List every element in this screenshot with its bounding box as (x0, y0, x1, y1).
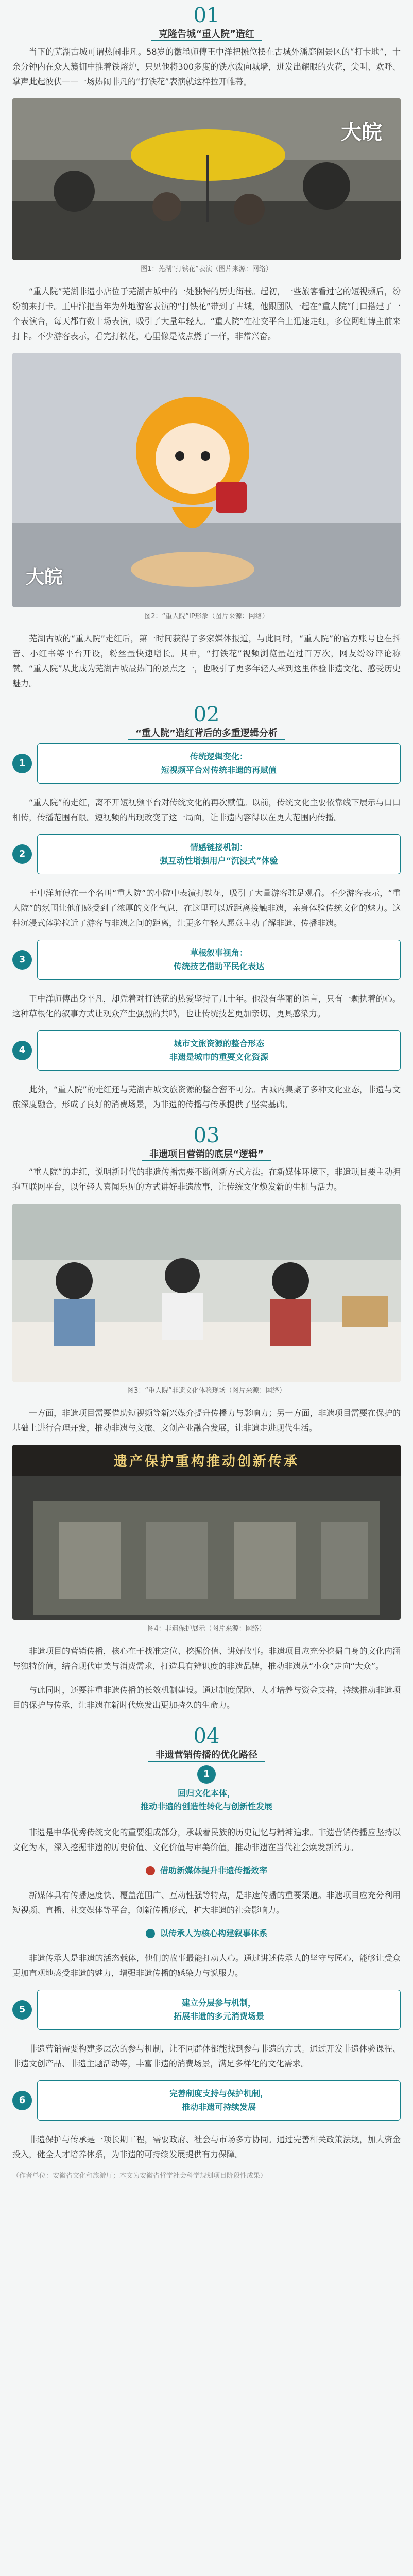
paragraph: 非遗传承人是非遗的活态载体，他们的故事最能打动人心。通过讲述传承人的坚守与匠心，能够让受众更加直观地感受非遗的魅力，增强非遗传播的感染力与说服力。 (12, 1953, 401, 1978)
callout-line: 短视频平台对传统非遗的再赋值 (161, 765, 277, 775)
callout-line: 拓展非遗的多元消费场景 (173, 2011, 264, 2021)
paragraph: 非遗是中华优秀传统文化的重要组成部分，承载着民族的历史记忆与精神追求。非遗营销传播应坚持以文化为本，深入挖掘非遗的历史价值、文化价值与审美价值，推动非遗在当代社会焕发新活力。 (12, 1827, 401, 1852)
photo-umbrella-crowd (12, 98, 401, 260)
callout-line: 借助新媒体提升非遗传播效率 (160, 1866, 267, 1875)
number-icon: 4 (12, 1041, 32, 1060)
paragraph: 一方面，非遗项目需要借助短视频等新兴媒介提升传播力与影响力；另一方面，非遗项目需要在保护的基础上进行合理开发，推动非遗与文旅、文创产业融合发展，让非遗走进现代生活。 (12, 1408, 401, 1433)
photo-mascot (12, 353, 401, 607)
photo-caption: 图2：“重人院”IP形象（图片来源：网络） (144, 613, 269, 620)
section-heading (12, 1722, 401, 1765)
callout-line: 回归文化本体， (177, 1788, 235, 1798)
section-number: 01 (193, 4, 220, 27)
section-title: 克隆告城“重人院”造红 (151, 27, 262, 41)
pin-icon (146, 1929, 155, 1938)
photo-exhibit (12, 1445, 401, 1620)
callout (12, 1864, 401, 1877)
number-icon: 6 (12, 2091, 32, 2110)
banner-text: 遗产保护重构推动创新传承 (113, 1454, 299, 1469)
number-icon: 3 (12, 950, 32, 970)
callout (12, 940, 401, 980)
photo-caption: 图4：非遗保护展示（图片来源：网络） (147, 1625, 266, 1633)
paragraph: 与此同时，还要注重非遗传播的长效机制建设。通过制度保障、人才培养与资金支持，持续推动非遗项目的保护与传承，让非遗在新时代焕发出更加持久的生命力。 (12, 1685, 401, 1710)
paragraph: 王中洋师傅在一个名叫“重人院”的小院中表演打铁花，吸引了大量游客驻足观看。不少游客表示，“重人院”的氛围让他们感受到了浓厚的文化气息，在这里可以近距离接触非遗，亲身体验传统文化的魅力。这种沉浸式体验拉近了游客与非遗之间的距离，让更多年轻人愿意主动了解非遗、传播非遗。 (12, 888, 401, 928)
callout-line: 强互动性增强用户“沉浸式”体验 (160, 856, 278, 866)
number-icon: 5 (12, 2000, 32, 2020)
paragraph: 非遗营销需要构建多层次的参与机制，让不同群体都能找到参与非遗的方式。通过开发非遗体验课程、非遗文创产品、非遗主题活动等，丰富非遗的消费场景，满足多样化的文化需求。 (12, 2044, 401, 2069)
callout (12, 743, 401, 784)
paragraph: 新媒体具有传播速度快、覆盖范围广、互动性强等特点，是非遗传播的重要渠道。非遗项目应充分利用短视频、直播、社交媒体等平台，创新传播形式，扩大非遗的社会影响力。 (12, 1890, 401, 1915)
number-icon: 1 (12, 754, 32, 773)
callout (12, 1990, 401, 2030)
callout-line: 城市文旅资源的整合形态 (173, 1039, 264, 1048)
section-number: 04 (193, 1724, 220, 1748)
photo-image (12, 353, 401, 607)
paragraph: 芜湖古城的“重人院”走红后，第一时间获得了多家媒体报道，与此同时，“重人院”的官方账号也在抖音、小红书等平台开设，粉丝量快速增长。其中，“打铁花”视频浏览量超过百万次，网友纷纷评论称赞。“重人院”从此成为芜湖古城最热门的景点之一，也吸引了更多年轻人来到这里体验非遗文化、感受历史魅力。 (12, 634, 401, 688)
callout (12, 1765, 401, 1814)
callout-line: 推动非遗的创造性转化与创新性发展 (140, 1802, 272, 1811)
callout-line: 传统技艺借助平民化表达 (173, 961, 264, 971)
callout-box (37, 1990, 401, 2030)
callout-line: 情感链接机制： (190, 842, 248, 852)
callout-line: 推动非遗可持续发展 (181, 2102, 256, 2112)
photo-caption: 图3：“重人院”非遗文化体验现场（图片来源：网络） (127, 1387, 286, 1395)
section-heading (12, 700, 401, 743)
callout-box (37, 2080, 401, 2121)
photo-workshop (12, 1204, 401, 1382)
callout (12, 1927, 401, 1940)
callout-box (37, 743, 401, 784)
section-title: 非遗营销传播的优化路径 (148, 1748, 265, 1762)
paragraph: 此外，“重人院”的走红还与芜湖古城文旅资源的整合密不可分。古城内集聚了多种文化业态，非遗与文旅深度融合，形成了良好的消费场景，为非遗的传播与传承提供了坚实基础。 (12, 1084, 401, 1109)
section-number: 03 (193, 1124, 220, 1147)
number-icon: 1 (197, 1765, 216, 1784)
callout-line: 非遗是城市的重要文化资源 (169, 1052, 268, 1062)
callout-line: 草根叙事视角： (190, 948, 248, 958)
section-number: 02 (193, 703, 220, 726)
brand-logo: 大皖 (341, 120, 382, 144)
photo-image (12, 1204, 401, 1382)
callout-box (37, 834, 401, 874)
photo-caption: 图1：芜湖“打铁花”表演（图片来源：网络） (141, 265, 272, 273)
callout-box (37, 1030, 401, 1071)
paragraph: 当下的芜湖古城可谓热闹非凡。58岁的徽墨师傅王中洋把摊位摆在古城外潘庭阁景区的“打卡地”，十余分钟内在众人簇拥中推着铁熔炉，只见他将300多度的铁水泼向城墙，迸发出耀眼的火花，尖叫、欢呼、掌声此起彼伏——一场热闹非凡的“打铁花”表演就这样拉开帷幕。 (12, 47, 401, 87)
paragraph: 王中洋师傅出身平凡，却凭着对打铁花的热爱坚持了几十年。他没有华丽的语言，只有一颗执着的心。这种草根化的叙事方式让观众产生强烈的共鸣，也让传统技艺更加亲切、更具感染力。 (12, 994, 401, 1019)
pin-icon (146, 1866, 155, 1875)
callout-line: 建立分层参与机制， (181, 1998, 256, 2008)
callout (12, 834, 401, 874)
article (12, 0, 401, 2181)
paragraph: “重人院”的走红，说明新时代的非遗传播需要不断创新方式方法。在新媒体环境下，非遗项目要主动拥抱互联网平台，以年轻人喜闻乐见的方式讲好非遗故事，让传统文化焕发新的生机与活力。 (12, 1167, 401, 1192)
brand-logo: 大皖 (26, 566, 63, 588)
callout-line: 以传承人为核心构建叙事体系 (160, 1928, 267, 1938)
paragraph: 非遗保护与传承是一项长期工程，需要政府、社会与市场多方协同。通过完善相关政策法规，加大资金投入，健全人才培养体系，为非遗的可持续发展提供有力保障。 (12, 2134, 401, 2159)
paragraph: “重人院”芜湖非遗小店位于芜湖古城中的一处独特的历史街巷。起初，一些旅客看过它的短视频后，纷纷前来打卡。王中洋把当年为外地游客表演的“打铁花”带到了古城，他跟团队一起在“重人院”门口搭建了一个表演台，每天都有数十场表演，吸引了大量年轻人。“重人院”在社交平台上迅速走红，多位网红博主前来打卡。不少游客表示，看完打铁花，心里像是被点燃了一样，非常兴奋。 (12, 286, 401, 341)
author-note: （作者单位：安徽省文化和旅游厅；本文为安徽省哲学社会科学规划项目阶段性成果） (12, 2172, 267, 2180)
paragraph: “重人院”的走红，离不开短视频平台对传统文化的再次赋值。以前，传统文化主要依靠线下展示与口口相传，传播范围有限。短视频的出现改变了这一局面，让非遗内容得以在更大范围内传播。 (12, 798, 401, 822)
section-title: “重人院”造红背后的多重逻辑分析 (128, 726, 285, 740)
paragraph: 非遗项目的营销传播，核心在于找准定位、挖掘价值、讲好故事。非遗项目应充分挖掘自身的文化内涵与独特价值，结合现代审美与消费需求，打造具有辨识度的非遗品牌，推动非遗从“小众”走向“大众”。 (12, 1646, 401, 1671)
callout-line: 完善制度支持与保护机制， (169, 2089, 268, 2098)
callout-box (37, 940, 401, 980)
section-heading (12, 1, 401, 44)
number-icon: 2 (12, 844, 32, 864)
callout-line: 传统逻辑变化： (190, 752, 248, 761)
callout (12, 1030, 401, 1071)
section-heading (12, 1121, 401, 1164)
callout (12, 2080, 401, 2121)
section-title: 非遗项目营销的底层“逻辑” (142, 1147, 271, 1161)
photo-image (12, 1445, 401, 1620)
